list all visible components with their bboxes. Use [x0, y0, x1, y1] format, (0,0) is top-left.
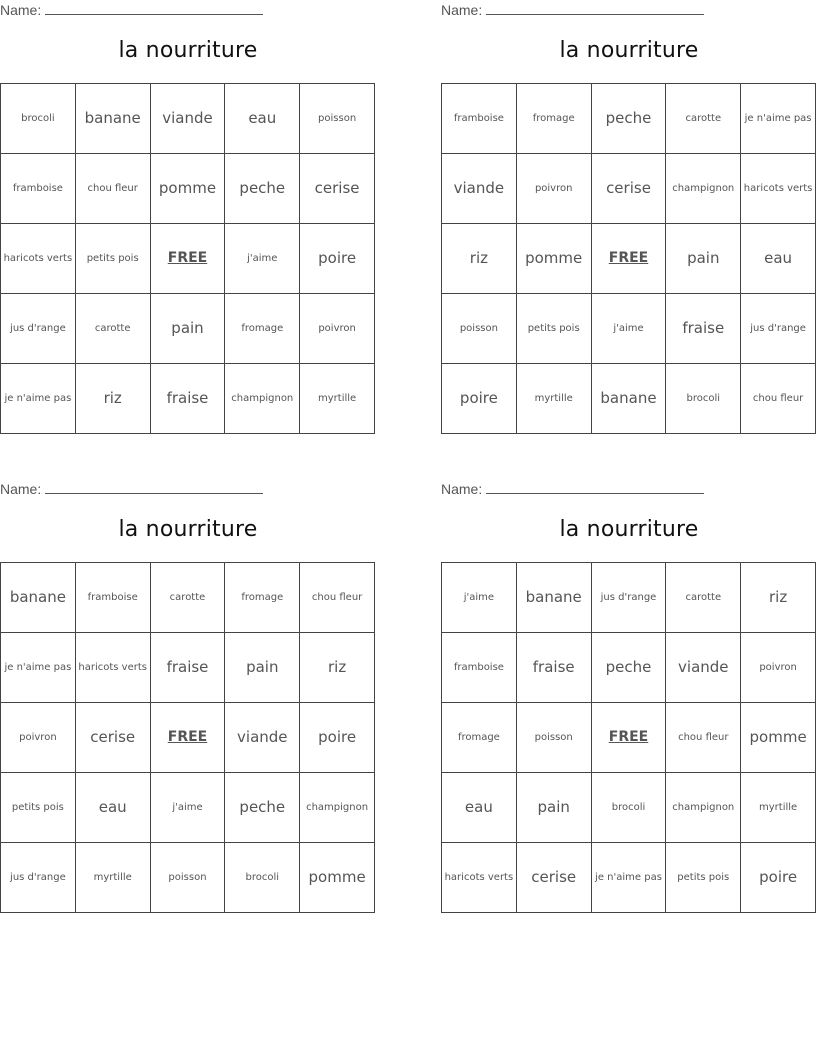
cell-text: peche: [239, 798, 286, 817]
bingo-cell: [741, 563, 816, 633]
cell-text: banane: [525, 588, 582, 607]
cell-text: FREE: [608, 250, 649, 267]
bingo-cell: [517, 633, 592, 703]
bingo-cell: [741, 364, 816, 434]
cell-text: banane: [9, 588, 66, 607]
bingo-cell: [300, 294, 375, 364]
cell-text: je n'aime pas: [4, 661, 72, 673]
bingo-cell: [300, 154, 375, 224]
bingo-cell: [592, 843, 667, 913]
name-blank[interactable]: [486, 481, 704, 494]
name-blank[interactable]: [486, 2, 704, 15]
cell-text: myrtille: [93, 871, 132, 883]
bingo-cell: [1, 294, 76, 364]
bingo-cell: [151, 154, 226, 224]
bingo-cell: [225, 703, 300, 773]
bingo-cell: [741, 224, 816, 294]
cell-text: peche: [605, 109, 652, 128]
bingo-cell: [666, 84, 741, 154]
bingo-cell: [517, 224, 592, 294]
card-title: la nourriture: [559, 38, 699, 63]
cell-text: fraise: [166, 389, 209, 408]
bingo-cell: [592, 294, 667, 364]
bingo-cell: [76, 843, 151, 913]
bingo-cell: [666, 294, 741, 364]
bingo-cell: [225, 773, 300, 843]
cell-text: poisson: [318, 112, 357, 124]
cell-text: champignon: [231, 392, 294, 404]
bingo-cell: [592, 364, 667, 434]
bingo-cell: [1, 224, 76, 294]
cell-text: poire: [318, 728, 357, 747]
bingo-cell: [442, 224, 517, 294]
cell-text: je n'aime pas: [595, 871, 662, 883]
bingo-cell: [517, 703, 592, 773]
name-line: [0, 2, 263, 18]
card-title: la nourriture: [559, 517, 699, 542]
bingo-cell: [76, 224, 151, 294]
bingo-cell: [151, 633, 226, 703]
name-blank[interactable]: [45, 481, 263, 494]
cell-text: jus d'range: [10, 322, 66, 334]
free-space: [151, 224, 226, 294]
cell-text: fraise: [532, 658, 575, 677]
bingo-cell: [151, 364, 226, 434]
cell-text: chou fleur: [678, 731, 729, 743]
bingo-cell: [592, 84, 667, 154]
cell-text: fraise: [166, 658, 209, 677]
bingo-cell: [666, 843, 741, 913]
cell-text: banane: [84, 109, 141, 128]
cell-text: cerise: [531, 868, 577, 887]
bingo-cell: [151, 563, 226, 633]
cell-text: pain: [537, 798, 570, 817]
bingo-cell: [300, 773, 375, 843]
bingo-cell: [517, 843, 592, 913]
cell-text: jus d'range: [600, 591, 657, 603]
cell-text: myrtille: [318, 392, 357, 404]
cell-text: haricots verts: [743, 182, 813, 194]
bingo-cell: [517, 773, 592, 843]
cell-text: brocoli: [245, 871, 280, 883]
cell-text: brocoli: [686, 392, 721, 404]
bingo-cell: [1, 773, 76, 843]
cell-text: viande: [678, 658, 729, 677]
bingo-cell: [741, 84, 816, 154]
card-title: la nourriture: [118, 38, 258, 63]
free-space: [592, 224, 667, 294]
bingo-cell: [300, 703, 375, 773]
bingo-cell: [517, 154, 592, 224]
cell-text: j'aime: [463, 591, 495, 603]
bingo-cell: [442, 843, 517, 913]
cell-text: riz: [103, 389, 122, 408]
bingo-cell: [76, 364, 151, 434]
cell-text: poivron: [534, 182, 573, 194]
cell-text: viande: [237, 728, 288, 747]
cell-text: haricots verts: [444, 871, 514, 883]
cell-text: poire: [318, 249, 357, 268]
name-line: [441, 2, 704, 18]
bingo-cell: [741, 843, 816, 913]
name-line: [441, 481, 704, 497]
bingo-cell: [741, 633, 816, 703]
bingo-cell: [76, 84, 151, 154]
cell-text: champignon: [306, 801, 369, 813]
bingo-cell: [666, 703, 741, 773]
cell-text: peche: [239, 179, 286, 198]
bingo-cell: [666, 224, 741, 294]
bingo-cell: [442, 563, 517, 633]
bingo-cell: [300, 843, 375, 913]
cell-text: pomme: [308, 868, 366, 887]
cell-text: jus d'range: [750, 322, 806, 334]
cell-text: riz: [768, 588, 788, 607]
cell-text: framboise: [453, 661, 504, 673]
bingo-cell: [1, 703, 76, 773]
cell-text: pain: [687, 249, 720, 268]
bingo-cell: [225, 224, 300, 294]
bingo-cell: [741, 703, 816, 773]
cell-text: myrtille: [534, 392, 573, 404]
cell-text: fromage: [532, 112, 575, 124]
cell-text: poivron: [318, 322, 356, 334]
bingo-grid: [441, 562, 816, 913]
bingo-grid: [0, 562, 375, 913]
bingo-grid: [0, 83, 375, 434]
bingo-cell: [517, 84, 592, 154]
cell-text: FREE: [167, 250, 208, 267]
name-label: Name:: [0, 2, 42, 18]
cell-text: framboise: [12, 182, 63, 194]
bingo-cell: [517, 563, 592, 633]
cell-text: champignon: [672, 182, 735, 194]
cell-text: jus d'range: [10, 871, 66, 883]
bingo-cell: [1, 633, 76, 703]
bingo-cell: [300, 563, 375, 633]
bingo-cell: [151, 773, 226, 843]
bingo-cell: [442, 154, 517, 224]
name-label: Name:: [441, 2, 483, 18]
bingo-cell: [225, 294, 300, 364]
bingo-cell: [225, 563, 300, 633]
cell-text: viande: [453, 179, 505, 198]
cell-text: pomme: [158, 179, 217, 198]
bingo-cell: [300, 84, 375, 154]
cell-text: petits pois: [677, 871, 730, 883]
card-title: la nourriture: [118, 517, 258, 542]
name-label: Name:: [0, 481, 42, 497]
cell-text: riz: [327, 658, 347, 677]
bingo-cell: [666, 563, 741, 633]
name-line: [0, 481, 263, 497]
bingo-cell: [666, 154, 741, 224]
cell-text: cerise: [606, 179, 651, 198]
bingo-cell: [666, 633, 741, 703]
bingo-cell: [517, 294, 592, 364]
cell-text: haricots verts: [3, 252, 73, 264]
cell-text: cerise: [314, 179, 360, 198]
cell-text: myrtille: [759, 801, 798, 813]
cell-text: champignon: [672, 801, 735, 813]
bingo-cell: [442, 84, 517, 154]
bingo-cell: [225, 633, 300, 703]
cell-text: j'aime: [247, 252, 278, 264]
bingo-cell: [76, 294, 151, 364]
bingo-cell: [442, 773, 517, 843]
cell-text: poivron: [759, 661, 797, 673]
cell-text: poisson: [459, 322, 498, 334]
cell-text: chou fleur: [311, 591, 363, 603]
cell-text: petits pois: [86, 252, 139, 264]
bingo-cell: [76, 633, 151, 703]
bingo-cell: [225, 843, 300, 913]
cell-text: fromage: [457, 731, 500, 743]
cell-text: FREE: [608, 729, 649, 746]
bingo-cell: [442, 364, 517, 434]
bingo-cell: [151, 294, 226, 364]
cell-text: je n'aime pas: [744, 112, 812, 124]
cell-text: petits pois: [527, 322, 580, 334]
bingo-grid: [441, 83, 816, 434]
bingo-cell: [666, 364, 741, 434]
cell-text: eau: [764, 249, 793, 268]
cell-text: fraise: [682, 319, 725, 338]
bingo-cell: [1, 154, 76, 224]
bingo-cell: [76, 154, 151, 224]
bingo-cell: [741, 294, 816, 364]
cell-text: pomme: [749, 728, 807, 747]
cell-text: eau: [464, 798, 493, 817]
cell-text: cerise: [90, 728, 136, 747]
bingo-cell: [592, 773, 667, 843]
bingo-cell: [592, 563, 667, 633]
bingo-cell: [666, 773, 741, 843]
bingo-cell: [300, 224, 375, 294]
cell-text: petits pois: [11, 801, 64, 813]
bingo-cell: [592, 154, 667, 224]
bingo-cell: [741, 773, 816, 843]
cell-text: poire: [759, 868, 798, 887]
name-label: Name:: [441, 481, 483, 497]
bingo-cell: [225, 364, 300, 434]
bingo-cell: [76, 563, 151, 633]
bingo-cell: [442, 633, 517, 703]
cell-text: framboise: [453, 112, 504, 124]
cell-text: brocoli: [21, 112, 55, 124]
bingo-cell: [76, 703, 151, 773]
cell-text: poire: [459, 389, 498, 408]
bingo-cell: [225, 154, 300, 224]
bingo-cell: [76, 773, 151, 843]
bingo-cell: [225, 84, 300, 154]
cell-text: je n'aime pas: [4, 392, 72, 404]
name-blank[interactable]: [45, 2, 263, 15]
cell-text: FREE: [167, 729, 208, 746]
cell-text: eau: [248, 109, 277, 128]
cell-text: fromage: [241, 591, 284, 603]
cell-text: poisson: [534, 731, 573, 743]
bingo-cell: [442, 703, 517, 773]
bingo-cell: [741, 154, 816, 224]
cell-text: chou fleur: [87, 182, 138, 194]
cell-text: peche: [605, 658, 652, 677]
cell-text: banane: [600, 389, 657, 408]
cell-text: riz: [469, 249, 488, 268]
cell-text: haricots verts: [78, 661, 147, 673]
bingo-cell: [442, 294, 517, 364]
bingo-cell: [151, 843, 226, 913]
cell-text: carotte: [685, 591, 722, 603]
bingo-cell: [1, 364, 76, 434]
bingo-cell: [1, 84, 76, 154]
bingo-cell: [300, 364, 375, 434]
bingo-cell: [517, 364, 592, 434]
cell-text: brocoli: [611, 801, 646, 813]
cell-text: carotte: [685, 112, 722, 124]
cell-text: poivron: [19, 731, 57, 743]
cell-text: carotte: [94, 322, 131, 334]
cell-text: viande: [162, 109, 213, 128]
bingo-cell: [1, 563, 76, 633]
bingo-cell: [151, 84, 226, 154]
cell-text: carotte: [169, 591, 206, 603]
cell-text: pomme: [525, 249, 583, 268]
cell-text: fromage: [241, 322, 284, 334]
bingo-cell: [592, 633, 667, 703]
bingo-cell: [1, 843, 76, 913]
bingo-cell: [300, 633, 375, 703]
cell-text: j'aime: [613, 322, 644, 334]
cell-text: eau: [98, 798, 127, 817]
cell-text: pain: [246, 658, 279, 677]
cell-text: poisson: [168, 871, 207, 883]
cell-text: framboise: [87, 591, 138, 603]
free-space: [592, 703, 667, 773]
cell-text: pain: [171, 319, 204, 338]
cell-text: chou fleur: [752, 392, 804, 404]
cell-text: j'aime: [172, 801, 203, 813]
free-space: [151, 703, 226, 773]
